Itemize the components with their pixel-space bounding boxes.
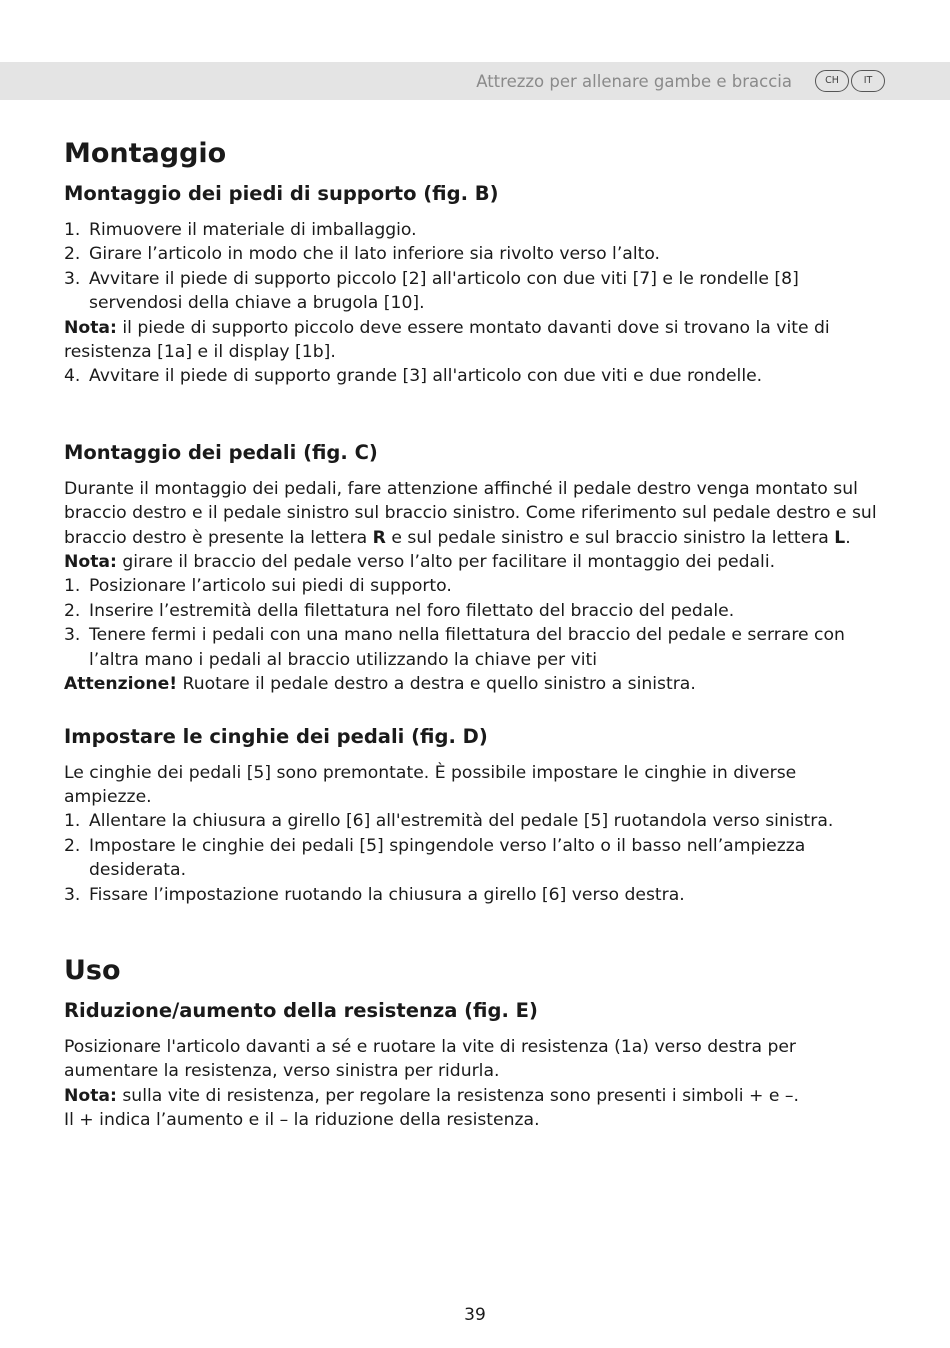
note-label: Nota: (64, 317, 117, 338)
list-item: 3. Tenere fermi i pedali con una mano nella filettatura del braccio del pedale e serrare con l’altra mano i pedali al braccio utilizzando la chiave per viti (64, 625, 845, 670)
subsection-title-cinghie: Impostare le cinghie dei pedali (fig. D) (64, 724, 488, 748)
pedali-note: Nota: girare il braccio del pedale verso l’alto per facilitare il montaggio dei pedali. (64, 552, 776, 573)
list-item: 1. Allentare la chiusura a girello [6] all'estremità del pedale [5] ruotandola verso sinistra. (64, 811, 834, 832)
list-item: 2. Girare l’articolo in modo che il lato inferiore sia rivolto verso l’alto. (64, 244, 661, 265)
resistenza-note: Nota: sulla vite di resistenza, per regolare la resistenza sono presenti i simboli + e –. (64, 1085, 799, 1106)
piedi-note: Nota: il piede di supporto piccolo deve essere montato davanti dove si trovano la vite di resistenza [1a] e il display [1b]. (64, 317, 830, 363)
section-title-montaggio: Montaggio (64, 138, 227, 169)
language-badge-it: IT (851, 70, 885, 92)
language-badges (815, 70, 885, 92)
pedali-intro: Durante il montaggio dei pedali, fare attenzione affinché il pedale destro venga montato sul braccio destro e il pedale sinistro sul braccio sinistro. Come riferimento sul pedale destro e sul braccio destro è presente la lettera R e sul pedale sinistro e sul braccio sinistro la lettera L. (64, 478, 877, 548)
list-item: 3. Fissare l’impostazione ruotando la chiusura a girello [6] verso destra. (64, 884, 685, 905)
subsection-title-pedali: Montaggio dei pedali (fig. C) (64, 440, 378, 464)
cinghie-intro: Le cinghie dei pedali [5] sono premontate. È possibile impostare le cinghie in diverse ampiezze. (64, 762, 797, 807)
resistenza-intro: Posizionare l'articolo davanti a sé e ruotare la vite di resistenza (1a) verso destra per aumentare la resistenza, verso sinistra per ridurla. (64, 1036, 797, 1082)
list-item: 3. Avvitare il piede di supporto piccolo [2] all'articolo con due viti [7] e le rondelle [8] servendosi della chiave a brugola [10]. (64, 268, 799, 314)
list-item: 1. Rimuovere il materiale di imballaggio. (64, 220, 417, 240)
list-item: 1. Posizionare l’articolo sui piedi di supporto. (64, 576, 452, 597)
pedali-steps-list (64, 574, 888, 672)
subsection-title-resistenza: Riduzione/aumento della resistenza (fig. E) (64, 998, 538, 1022)
page-content (64, 136, 888, 1133)
pedali-warning: Attenzione! Ruotare il pedale destro a destra e quello sinistro a sinistra. (64, 674, 696, 695)
country-badge-ch: CH (815, 70, 849, 92)
list-item: 2. Impostare le cinghie dei pedali [5] spingendole verso l’alto o il basso nell’ampiezza desiderata. (64, 835, 806, 881)
list-item: 2. Inserire l’estremità della filettatura nel foro filettato del braccio del pedale. (64, 600, 735, 621)
subsection-title-piedi: Montaggio dei piedi di supporto (fig. B) (64, 182, 499, 205)
section-title-uso: Uso (64, 954, 121, 986)
resistenza-extra: Il + indica l’aumento e il – la riduzione della resistenza. (64, 1110, 540, 1131)
warning-label: Attenzione! (64, 674, 178, 695)
header-bar (0, 62, 950, 100)
piedi-steps-list (64, 218, 888, 316)
cinghie-steps-list (64, 809, 888, 907)
note-label: Nota: (64, 552, 117, 573)
note-label: Nota: (64, 1085, 117, 1106)
piedi-step4-list (64, 364, 888, 388)
header-title: Attrezzo per allenare gambe e braccia (476, 72, 792, 91)
page-number: 39 (464, 1305, 486, 1325)
list-item: 4. Avvitare il piede di supporto grande [3] all'articolo con due viti e due rondelle. (64, 366, 763, 387)
